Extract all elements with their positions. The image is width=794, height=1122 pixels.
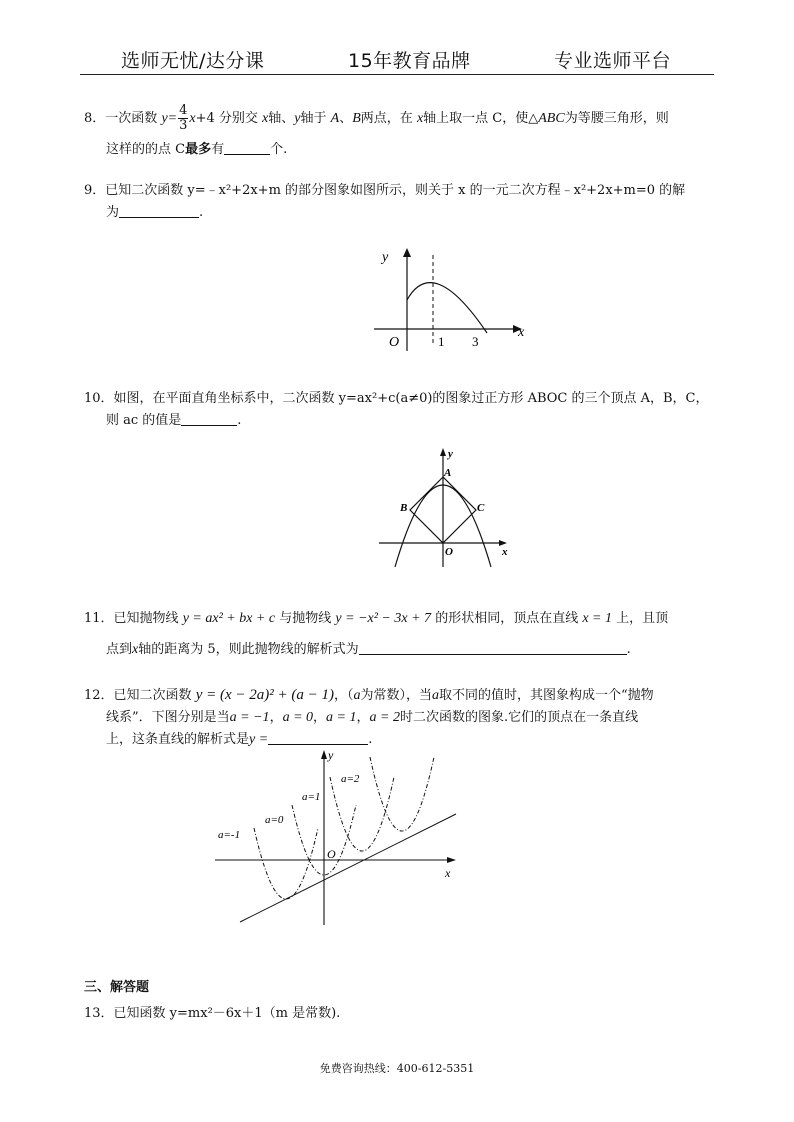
triangle-ABC: ABC	[538, 111, 565, 126]
question-number: 11．	[84, 611, 114, 626]
text: .	[626, 642, 631, 657]
answer-blank[interactable]	[268, 730, 368, 745]
text: 这样的的点 C	[106, 142, 186, 157]
question-number: 8．	[84, 111, 106, 126]
answer-blank[interactable]	[224, 140, 270, 155]
bold-text: 最多	[185, 142, 212, 157]
text: .	[368, 732, 373, 747]
point-B-label: B	[400, 502, 408, 514]
parabola-a-1	[330, 777, 394, 851]
text: 为	[106, 205, 120, 220]
question-12-line-2	[106, 707, 638, 729]
parabola-curve	[407, 283, 487, 333]
question-12-line-1	[84, 684, 654, 707]
y-label: y	[328, 748, 334, 762]
text: 上，且顶	[616, 611, 669, 626]
origin-label: O	[445, 546, 453, 558]
text: 点到	[106, 642, 133, 657]
x-axis-arrow	[447, 857, 456, 863]
x-label: x	[445, 866, 451, 880]
header-center-slogan: 15年教育品牌	[348, 50, 471, 72]
math-a-value: a = 2	[369, 710, 400, 725]
tick-label-1: 1	[438, 334, 445, 349]
figure-9-parabola	[360, 245, 530, 355]
math-x: x	[189, 111, 196, 126]
math-expression: y = −x² − 3x + 7	[335, 611, 432, 626]
math-expression: y = (x − 2a)² + (a − 1)	[195, 687, 334, 703]
figure-10-parabola-square	[375, 443, 520, 568]
fraction-4-3	[178, 104, 188, 133]
header-right-slogan: 专业选师平台	[554, 50, 672, 72]
origin-label: O	[327, 847, 336, 861]
text: ，	[356, 710, 370, 725]
x-label: x	[518, 325, 525, 340]
curve-label-a-1: a=1	[302, 791, 321, 803]
parabola-a-2	[370, 757, 434, 831]
text: ，（	[333, 688, 354, 703]
answer-blank[interactable]	[181, 411, 237, 426]
text: 已知二次函数	[113, 688, 192, 703]
curve-label-a-neg1: a=-1	[218, 829, 241, 841]
question-9-line-2	[106, 202, 203, 224]
math-x: x	[416, 111, 424, 126]
y-axis-arrow	[440, 448, 446, 456]
fraction-denominator: 3	[179, 118, 188, 133]
header-left-brand: 选师无忧/达分课	[121, 50, 265, 72]
math-expression: y = ax² + bx + c	[182, 611, 276, 626]
text: 则 ac 的值是	[106, 413, 182, 428]
text: 轴于	[300, 111, 327, 126]
vertex-line	[240, 814, 456, 922]
question-number: 12．	[84, 688, 114, 703]
question-11-line-2	[106, 639, 631, 661]
math-y: y	[294, 111, 301, 126]
text: 为常数），当	[360, 688, 433, 703]
text: .	[199, 205, 204, 220]
y-axis-arrow	[403, 248, 411, 257]
question-11-line-1	[84, 608, 668, 630]
text: 有	[211, 142, 225, 157]
question-8-line-2	[106, 139, 287, 161]
question-10-line-2	[106, 410, 241, 432]
text: 轴上取一点 C，使△	[423, 111, 539, 126]
text: 两点，在	[360, 111, 413, 126]
text: ，	[269, 710, 283, 725]
fraction-numerator: 4	[179, 103, 188, 118]
question-8-line-1	[84, 104, 669, 133]
text: 取不同的值时，其图象构成一个“抛物	[439, 688, 654, 703]
answer-blank[interactable]	[119, 203, 199, 218]
text: 与抛物线	[279, 611, 332, 626]
text: 个.	[270, 142, 288, 157]
point-A-label: A	[444, 467, 452, 479]
text: ，	[313, 710, 327, 725]
tick-label-3: 3	[472, 334, 479, 349]
header-divider	[80, 74, 714, 75]
text: 轴的距离为 5，则此抛物线的解析式为	[138, 642, 359, 657]
math-x: x	[262, 111, 269, 126]
answer-blank[interactable]	[359, 640, 627, 655]
question-10-line-1: 10．如图，在平面直角坐标系中，二次函数 y=ax²+c(a≠0)的图象过正方形 ABOC 的三个顶点 A，B，C，	[84, 391, 709, 406]
text: 为等腰三角形，则	[564, 111, 669, 126]
y-label: y	[382, 250, 389, 265]
math-y: y=	[161, 111, 178, 126]
footer-hotline: 免费咨询热线：400-612-5351	[319, 1062, 475, 1075]
text: .	[237, 413, 242, 428]
point-A: A	[330, 111, 340, 126]
point-B: B	[352, 111, 361, 126]
math-y-equals: y =	[249, 732, 269, 747]
origin-label: O	[389, 335, 400, 350]
text: 的形状相同，顶点在直线	[435, 611, 579, 626]
y-label: y	[448, 448, 453, 460]
math-a-value: a = −1	[229, 710, 270, 725]
curve-label-a-2: a=2	[341, 773, 360, 785]
math-a: a	[432, 688, 440, 703]
text: 时二次函数的图象.它们的顶点在一条直线	[399, 710, 639, 725]
section-3-title: 三、解答题	[84, 980, 150, 995]
math-expression: x = 1	[582, 611, 613, 626]
question-9-line-1: 9．已知二次函数 y=﹣x²+2x+m 的部分图象如图所示，则关于 x 的一元二次方程﹣x²+2x+m=0 的解	[84, 183, 686, 198]
math-a: a	[353, 688, 361, 703]
text: 已知抛物线	[113, 611, 179, 626]
text: +4 分别交	[195, 111, 258, 126]
math-a-value: a = 1	[326, 710, 357, 725]
question-13: 13．已知函数 y=mx²－6x＋1（m 是常数).	[84, 1006, 341, 1021]
text: 轴、	[268, 111, 295, 126]
text: 线系”．下图分别是当	[106, 710, 230, 725]
y-axis-arrow	[321, 750, 327, 759]
figure-12-parabola-family	[210, 745, 465, 930]
math-x: x	[132, 642, 139, 657]
math-a-value: a = 0	[282, 710, 314, 725]
text: 、	[339, 111, 353, 126]
text: 上，这条直线的解析式是	[106, 732, 250, 747]
x-label: x	[502, 546, 508, 558]
text: 一次函数	[105, 111, 158, 126]
point-C-label: C	[477, 502, 485, 514]
curve-label-a-0: a=0	[265, 814, 284, 826]
